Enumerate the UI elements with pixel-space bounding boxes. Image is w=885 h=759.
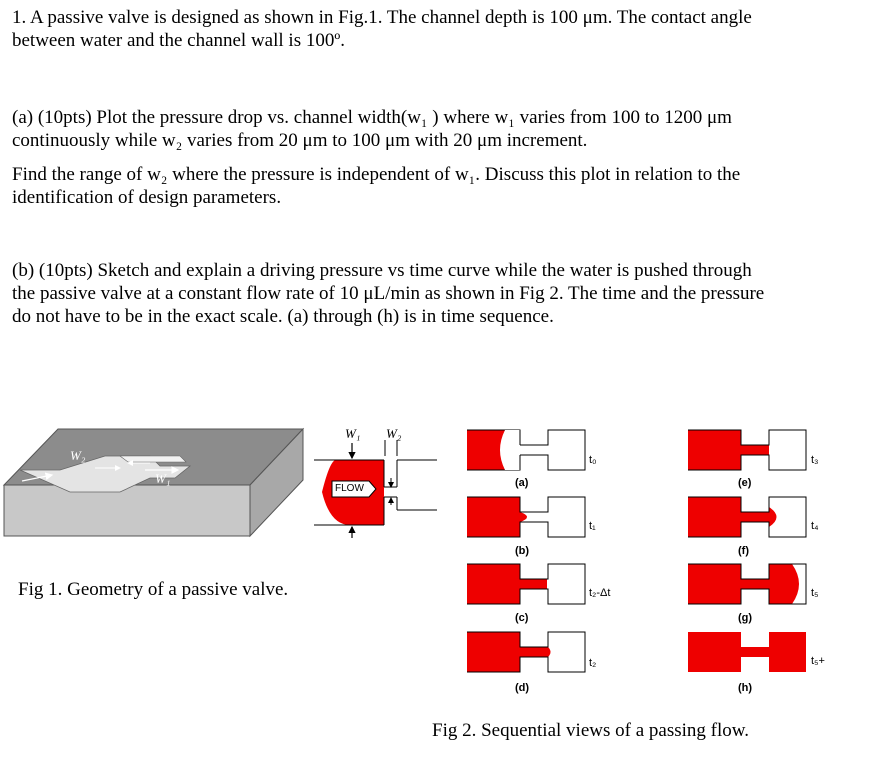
panel-b-time: t₁ xyxy=(589,520,596,532)
fig2-caption: Fig 2. Sequential views of a passing flow. xyxy=(432,720,749,741)
panel-h-time: t₅+ xyxy=(811,655,825,667)
block-w1-label: W₁ xyxy=(155,471,171,486)
part-a-line-2: continuously while w₂ varies from 20 μm to 100 μm with 20 μm increment. xyxy=(12,130,588,151)
part-a-find-line-2: identification of design parameters. xyxy=(12,187,282,208)
panel-e-letter: (e) xyxy=(738,477,752,489)
part-b-line-2: the passive valve at a constant flow rate of 10 μL/min as shown in Fig 2. The time and the pressure xyxy=(12,283,765,304)
panel-h-letter: (h) xyxy=(738,682,753,694)
block-w2-label: W₂ xyxy=(70,448,86,463)
part-b-line-3: do not have to be in the exact scale. (a) through (h) is in time sequence. xyxy=(12,306,554,327)
panel-c-letter: (c) xyxy=(515,612,529,624)
panel-d-time: t₂ xyxy=(589,657,597,669)
flow-label: FLOW xyxy=(335,483,364,494)
part-a-find-line-1: Find the range of w₂ where the pressure is independent of w₁. Discuss this plot in relation to the xyxy=(12,164,741,185)
panel-b-letter: (b) xyxy=(515,545,530,557)
panel-g-time: t₅ xyxy=(811,587,819,599)
fig2-panel-a xyxy=(467,430,585,470)
panel-f-letter: (f) xyxy=(738,545,749,557)
fig2-panel-f xyxy=(688,497,806,537)
panel-a-time: t₀ xyxy=(589,454,597,466)
part-a-line-1: (a) (10pts) Plot the pressure drop vs. channel width(w₁ ) where w₁ varies from 100 to 1200 μm xyxy=(12,107,732,128)
fig2-panel-b xyxy=(467,497,585,537)
fig2-panel-d xyxy=(467,632,585,672)
panel-f-time: t₄ xyxy=(811,520,819,532)
fig2-panel-e xyxy=(688,430,806,470)
fig2-panel-c xyxy=(467,564,585,604)
fig2-panel-g xyxy=(688,564,806,604)
fig2-panel-h xyxy=(688,632,806,672)
problem-intro-line-1: 1. A passive valve is designed as shown in Fig.1. The channel depth is 100 μm. The contact angle xyxy=(12,7,752,28)
passive-valve-3d-block xyxy=(4,429,303,536)
problem-intro-line-2: between water and the channel wall is 100º. xyxy=(12,30,345,51)
passive-valve-top-view xyxy=(314,426,437,538)
panel-a-letter: (a) xyxy=(515,477,529,489)
fig1-caption: Fig 1. Geometry of a passive valve. xyxy=(18,579,289,600)
panel-c-time: t₂-Δt xyxy=(589,587,611,599)
panel-g-letter: (g) xyxy=(738,612,753,624)
panel-e-time: t₃ xyxy=(811,454,819,466)
panel-d-letter: (d) xyxy=(515,682,530,694)
part-b-line-1: (b) (10pts) Sketch and explain a driving pressure vs time curve while the water is pushed through xyxy=(12,260,752,281)
top-w1-label: W₁ xyxy=(345,426,361,441)
top-w2-label: W₂ xyxy=(386,426,402,441)
